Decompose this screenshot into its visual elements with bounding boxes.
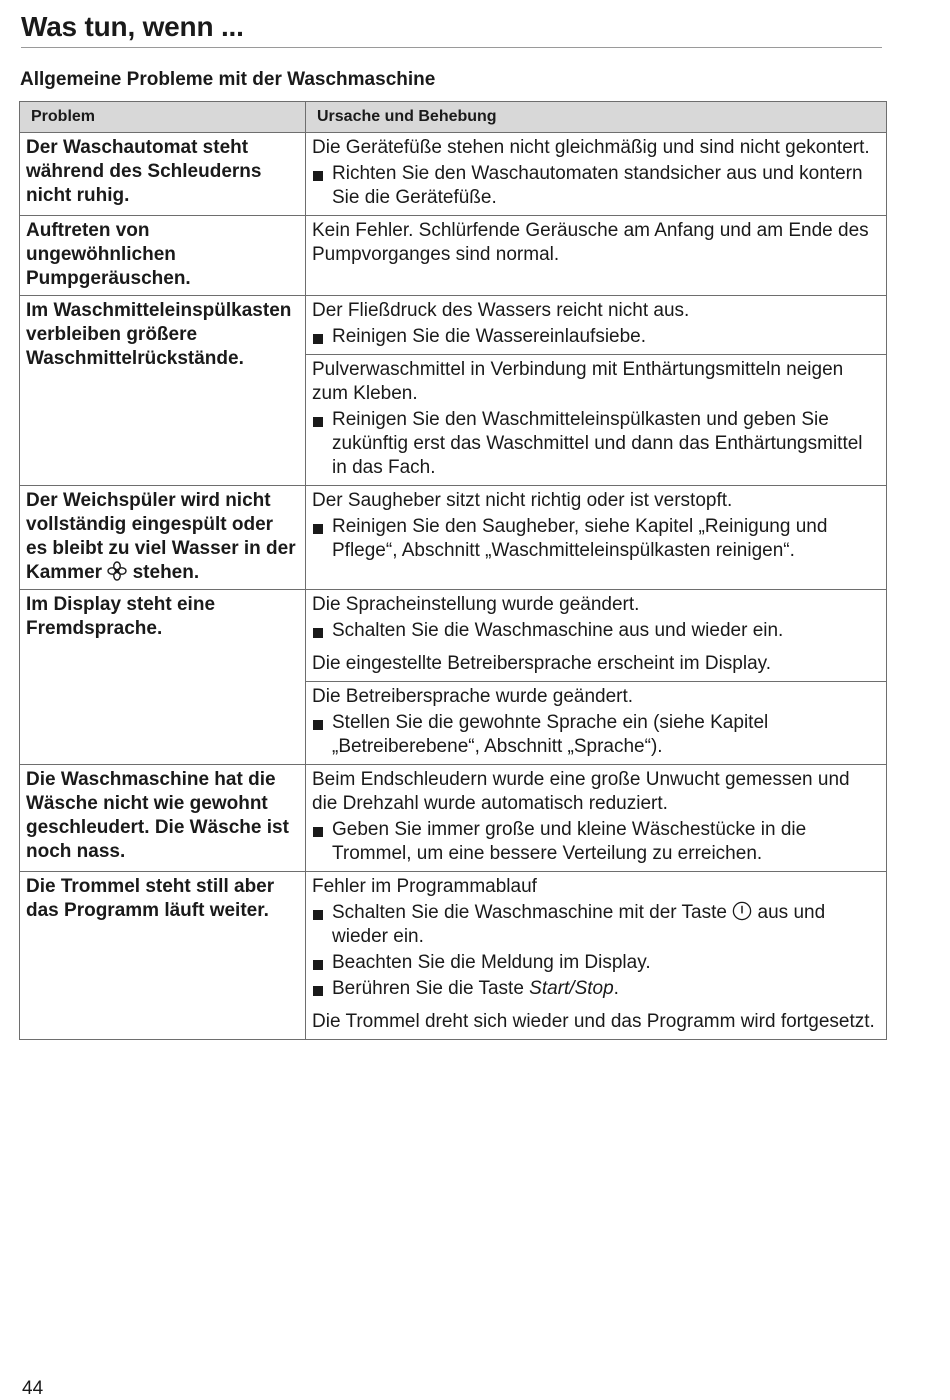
problem-cell: Die Waschmaschine hat die Wäsche nicht wie gewohnt geschleudert. Die Wäsche ist noch nass. xyxy=(20,765,306,872)
cause-text: Der Fließdruck des Wassers reicht nicht aus. xyxy=(312,300,690,321)
problem-cell: Auftreten von ungewöhnlichen Pumpgeräuschen. xyxy=(20,216,306,296)
problem-cell: Im Display steht eine Fremdsprache. xyxy=(20,590,306,765)
action-text: Reinigen Sie den Waschmitteleinspülkasten und geben Sie zukünftig erst das Waschmittel und dann das Enthärtungsmittel in das Fach. xyxy=(332,409,863,478)
cause-cell xyxy=(306,296,887,355)
cause-text: Pulverwaschmittel in Verbindung mit Enthärtungsmitteln neigen zum Kleben. xyxy=(312,359,844,404)
table-row xyxy=(20,216,887,296)
action-list xyxy=(312,711,878,759)
cause-cell xyxy=(306,682,887,765)
action-item xyxy=(312,515,878,563)
cause-text: Die Spracheinstellung wurde geändert. xyxy=(312,594,640,615)
table-row xyxy=(20,765,887,872)
action-text: Reinigen Sie die Wassereinlaufsiebe. xyxy=(332,326,647,347)
square-bullet-icon xyxy=(313,524,323,534)
action-item xyxy=(312,325,878,349)
problem-cell: Der Waschautomat steht während des Schleuderns nicht ruhig. xyxy=(20,133,306,216)
table-row xyxy=(20,590,887,682)
action-item xyxy=(312,711,878,759)
cause-cell xyxy=(306,872,887,1040)
action-list xyxy=(312,408,878,480)
column-header-cause: Ursache und Behebung xyxy=(306,102,887,133)
cause-text: Beim Endschleudern wurde eine große Unwucht gemessen und die Drehzahl wurde automatisch reduziert. xyxy=(312,769,850,814)
action-list xyxy=(312,818,878,866)
result-text: Die eingestellte Betreibersprache erscheint im Display. xyxy=(312,653,772,674)
power-button-icon xyxy=(732,901,752,921)
action-item xyxy=(312,162,878,210)
cause-text: Fehler im Programmablauf xyxy=(312,876,537,897)
action-text: Reinigen Sie den Saugheber, siehe Kapitel „Reinigung und Pflege“, Abschnitt „Waschmitteleinspülkasten reinigen“. xyxy=(332,516,828,561)
square-bullet-icon xyxy=(313,334,323,344)
problem-cell: Im Waschmitteleinspülkasten verbleiben größere Waschmittelrückstände. xyxy=(20,296,306,486)
table-header-row xyxy=(20,102,887,133)
action-text: aus und wieder ein. xyxy=(332,902,826,947)
cause-cell xyxy=(306,590,887,682)
troubleshooting-table xyxy=(19,101,887,1040)
action-item xyxy=(312,818,878,866)
cause-cell xyxy=(306,486,887,590)
action-text: Schalten Sie die Waschmaschine mit der Taste xyxy=(332,902,727,923)
problem-text: Der Weichspüler wird nicht vollständig eingespült oder es bleibt zu viel Wasser in der Kammer xyxy=(26,490,296,583)
action-list xyxy=(312,162,878,210)
cause-cell xyxy=(306,216,887,296)
action-text: Berühren Sie die Taste xyxy=(332,978,524,999)
problem-text-suffix: stehen. xyxy=(132,562,200,583)
table-row xyxy=(20,872,887,1040)
page-number: 44 xyxy=(22,1378,44,1399)
problem-cell: Die Trommel steht still aber das Programm läuft weiter. xyxy=(20,872,306,1040)
cause-text: Kein Fehler. Schlürfende Geräusche am Anfang und am Ende des Pumpvorganges sind normal. xyxy=(312,220,869,265)
square-bullet-icon xyxy=(313,960,323,970)
action-list xyxy=(312,619,878,643)
action-text: Schalten Sie die Waschmaschine aus und wieder ein. xyxy=(332,620,784,641)
problem-cell xyxy=(20,486,306,590)
square-bullet-icon xyxy=(313,827,323,837)
table-row xyxy=(20,296,887,355)
square-bullet-icon xyxy=(313,417,323,427)
action-text: Stellen Sie die gewohnte Sprache ein (siehe Kapitel „Betreiberebene“, Abschnitt „Sprache“). xyxy=(332,712,769,757)
page-title: Was tun, wenn ... xyxy=(21,11,244,42)
action-text: Richten Sie den Waschautomaten standsicher aus und kontern Sie die Gerätefüße. xyxy=(332,163,863,208)
action-text: Geben Sie immer große und kleine Wäschestücke in die Trommel, um eine bessere Verteilung zu erreichen. xyxy=(332,819,807,864)
square-bullet-icon xyxy=(313,171,323,181)
cause-cell xyxy=(306,765,887,872)
section-title: Allgemeine Probleme mit der Waschmaschine xyxy=(20,69,436,90)
cause-cell xyxy=(306,355,887,486)
page-header xyxy=(21,8,882,48)
result-text: Die Trommel dreht sich wieder und das Programm wird fortgesetzt. xyxy=(312,1011,875,1032)
cause-cell xyxy=(306,133,887,216)
table-row xyxy=(20,133,887,216)
square-bullet-icon xyxy=(313,910,323,920)
square-bullet-icon xyxy=(313,628,323,638)
column-header-problem: Problem xyxy=(20,102,306,133)
action-text: . xyxy=(613,978,619,999)
action-text: Beachten Sie die Meldung im Display. xyxy=(332,952,651,973)
cause-text: Die Gerätefüße stehen nicht gleichmäßig und sind nicht gekontert. xyxy=(312,137,870,158)
table-row xyxy=(20,486,887,590)
action-list xyxy=(312,901,878,1001)
action-item xyxy=(312,619,878,643)
action-list xyxy=(312,325,878,349)
action-item xyxy=(312,951,878,975)
action-list xyxy=(312,515,878,563)
softener-compartment-icon xyxy=(107,561,127,581)
square-bullet-icon xyxy=(313,720,323,730)
cause-text: Der Saugheber sitzt nicht richtig oder ist verstopft. xyxy=(312,490,733,511)
action-item xyxy=(312,977,878,1001)
cause-text: Die Betreibersprache wurde geändert. xyxy=(312,686,634,707)
start-stop-key-label: Start/Stop xyxy=(529,978,614,999)
square-bullet-icon xyxy=(313,986,323,996)
action-item xyxy=(312,408,878,480)
action-item xyxy=(312,901,878,949)
